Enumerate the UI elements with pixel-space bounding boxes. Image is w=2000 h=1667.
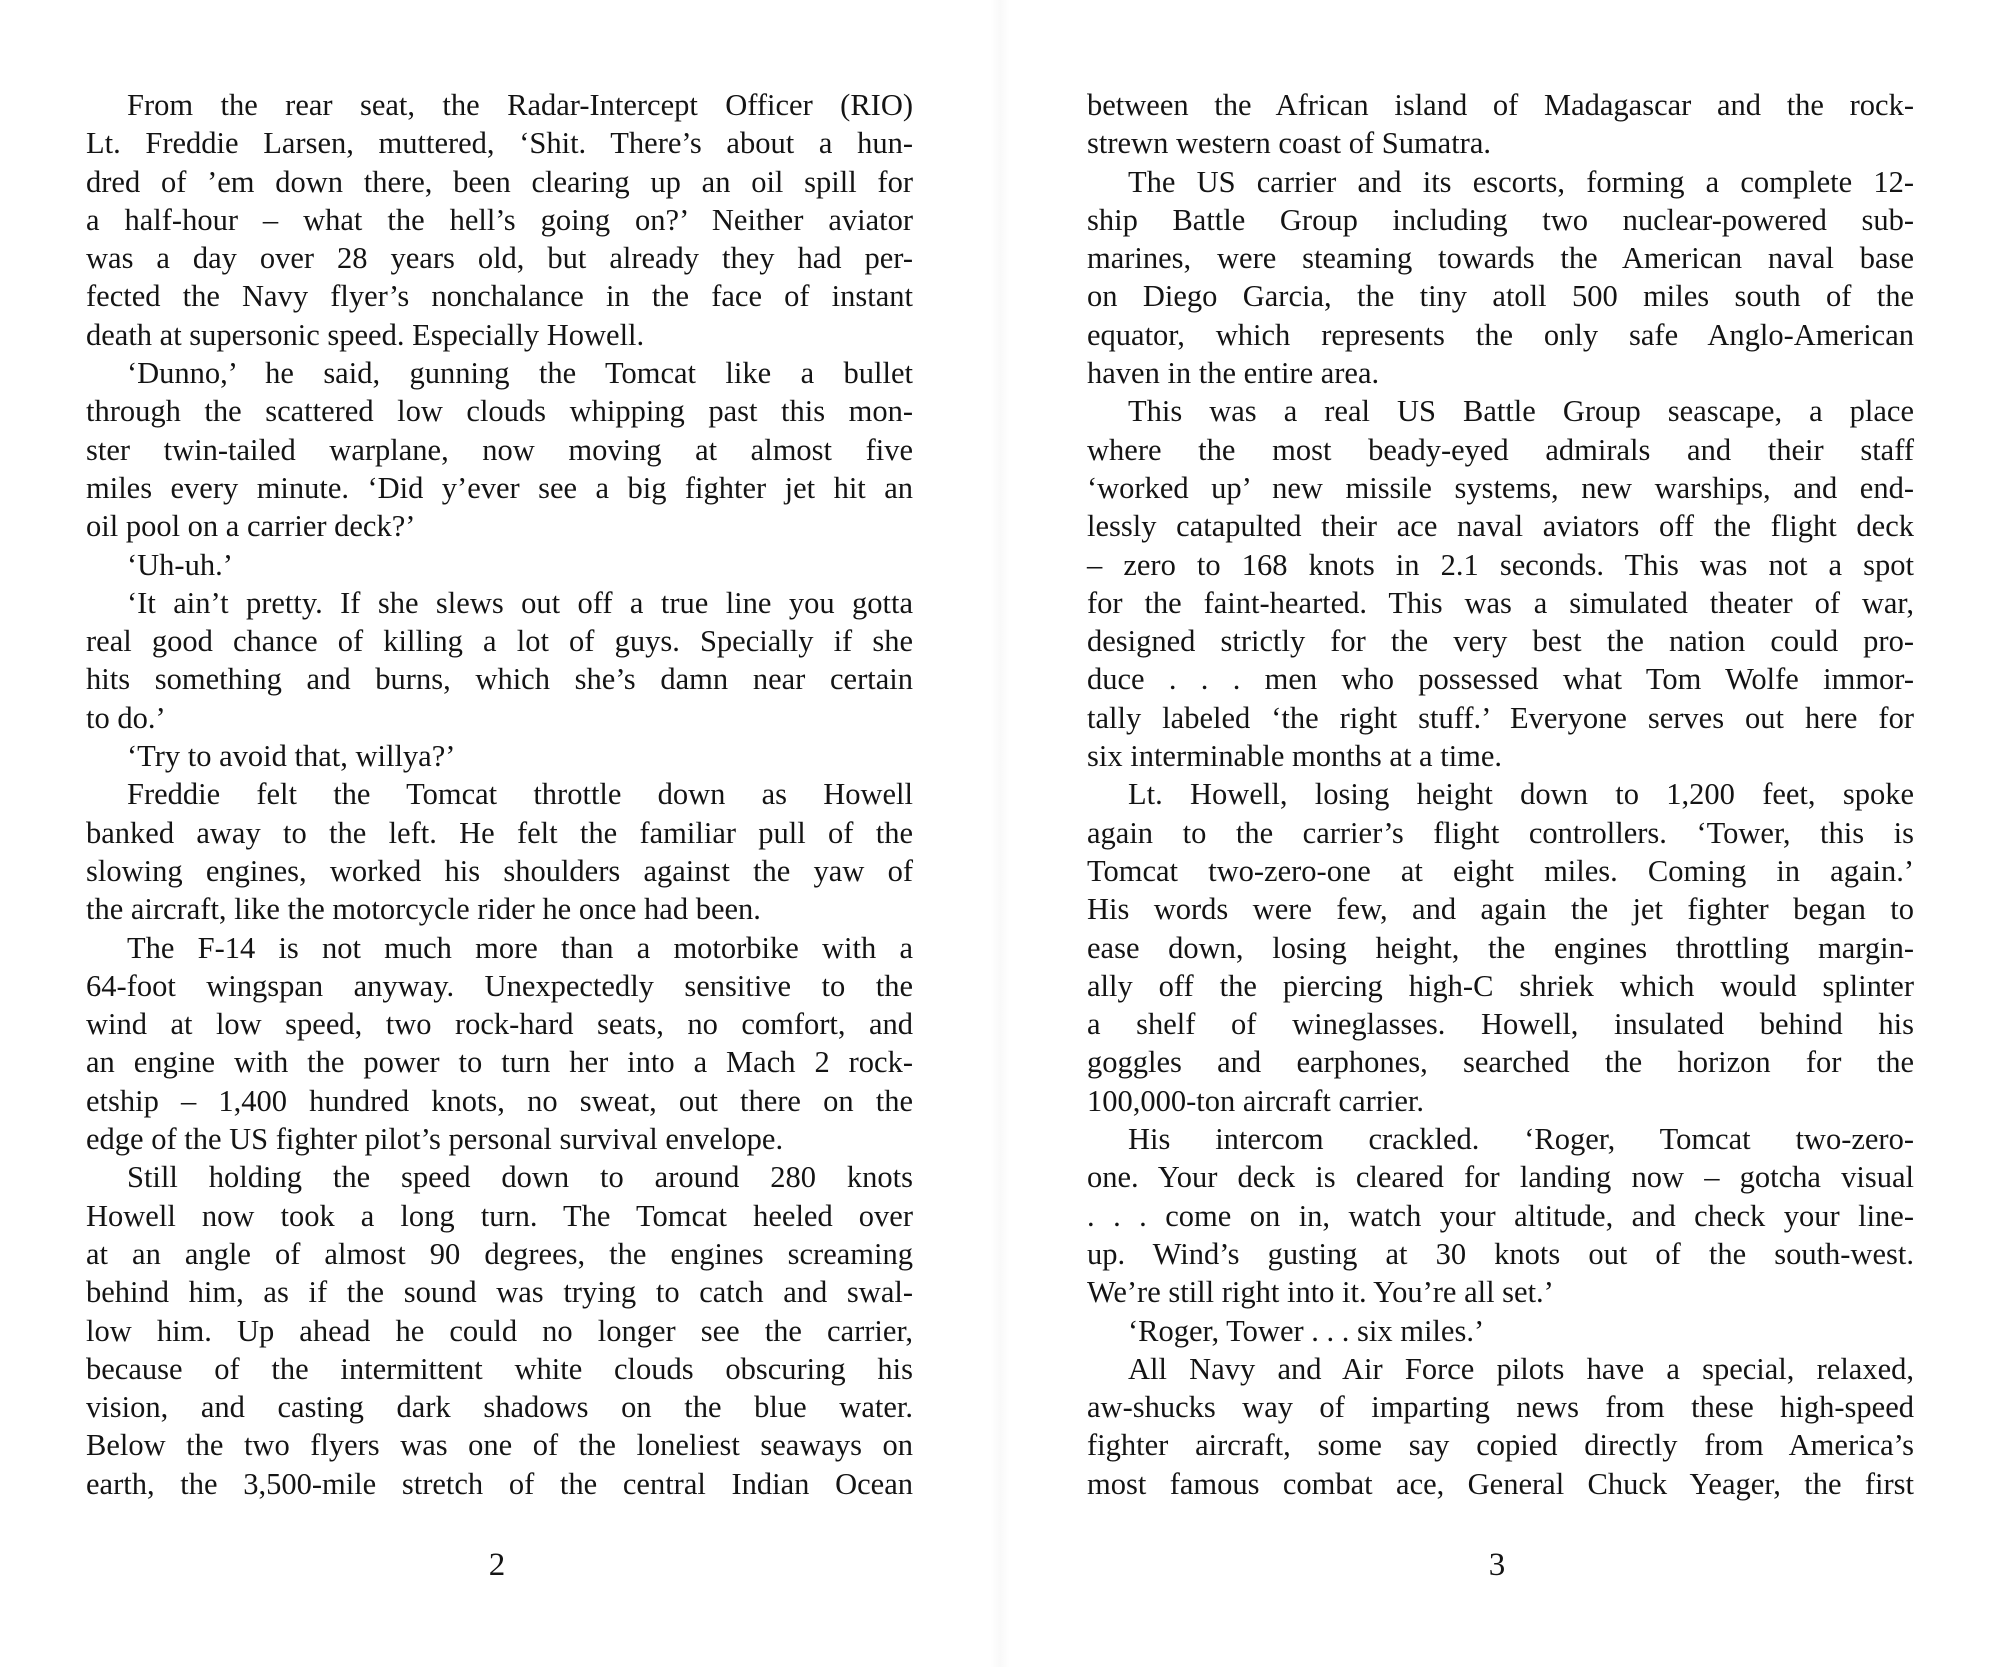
text-line: His words were few, and again the jet fighter began to <box>1087 892 1914 927</box>
left-page-body-text <box>86 86 913 1503</box>
text-line: All Navy and Air Force pilots have a special, relaxed, <box>1128 1351 1914 1386</box>
text-line: up. Wind’s gusting at 30 knots out of the south-west. <box>1087 1236 1914 1271</box>
text-line: edge of the US fighter pilot’s personal survival envelope. <box>86 1122 784 1157</box>
text-line: ally off the piercing high-C shriek which would splinter <box>1087 968 1914 1003</box>
text-line: a shelf of wineglasses. Howell, insulated behind his <box>1087 1007 1914 1042</box>
right-page-body-text <box>1087 86 1914 1503</box>
text-line: duce . . . men who possessed what Tom Wolfe immor- <box>1087 662 1914 697</box>
text-line: ease down, losing height, the engines throttling margin- <box>1087 930 1914 965</box>
text-line: – zero to 168 knots in 2.1 seconds. This was not a spot <box>1087 547 1914 582</box>
text-line: the aircraft, like the motorcycle rider he once had been. <box>86 892 761 927</box>
right-page <box>1000 0 2000 1667</box>
text-line: marines, were steaming towards the American naval base <box>1087 241 1914 276</box>
text-line: . . . come on in, watch your altitude, and check your line- <box>1087 1198 1914 1233</box>
text-line: 64-foot wingspan anyway. Unexpectedly sensitive to the <box>86 968 913 1003</box>
text-line: slowing engines, worked his shoulders against the yaw of <box>86 853 913 888</box>
text-line: on Diego Garcia, the tiny atoll 500 miles south of the <box>1087 279 1914 314</box>
text-line: Tomcat two-zero-one at eight miles. Coming in again.’ <box>1087 853 1914 888</box>
text-line: a half-hour – what the hell’s going on?’ Neither aviator <box>86 202 913 237</box>
text-line: 100,000-ton aircraft carrier. <box>1087 1083 1425 1118</box>
text-line: an engine with the power to turn her into a Mach 2 rock- <box>86 1045 913 1080</box>
text-line: ‘It ain’t pretty. If she slews out off a true line you gotta <box>127 585 913 620</box>
text-line: behind him, as if the sound was trying to catch and swal- <box>86 1275 913 1310</box>
text-line: From the rear seat, the Radar-Intercept Officer (RIO) <box>127 88 913 122</box>
text-line: because of the intermittent white clouds obscuring his <box>86 1351 913 1386</box>
text-line: through the scattered low clouds whipping past this mon- <box>86 394 913 429</box>
text-line: ‘worked up’ new missile systems, new warships, and end- <box>1087 470 1914 505</box>
text-line: one. Your deck is cleared for landing now – gotcha visual <box>1087 1160 1914 1195</box>
text-line: ‘Uh-uh.’ <box>127 547 233 582</box>
text-line: strewn western coast of Sumatra. <box>1087 126 1492 161</box>
text-line: banked away to the left. He felt the familiar pull of the <box>86 815 913 850</box>
text-line: designed strictly for the very best the nation could pro- <box>1087 624 1914 659</box>
text-line: ‘Dunno,’ he said, gunning the Tomcat like a bullet <box>127 356 913 391</box>
text-line: The F-14 is not much more than a motorbike with a <box>127 930 913 965</box>
text-line: miles every minute. ‘Did y’ever see a big fighter jet hit an <box>86 470 913 505</box>
text-line: Freddie felt the Tomcat throttle down as Howell <box>127 777 913 812</box>
text-line: dred of ’em down there, been clearing up an oil spill for <box>86 164 913 199</box>
text-line: Howell now took a long turn. The Tomcat heeled over <box>86 1198 913 1233</box>
text-line: tally labeled ‘the right stuff.’ Everyone serves out here for <box>1087 700 1914 735</box>
right-page-number: 3 <box>1488 1547 1506 1583</box>
text-line: ‘Try to avoid that, willya?’ <box>127 739 456 774</box>
text-line: again to the carrier’s flight controllers. ‘Tower, this is <box>1087 815 1914 850</box>
text-line: Still holding the speed down to around 280 knots <box>127 1160 913 1195</box>
text-line: was a day over 28 years old, but already they had per- <box>86 241 913 276</box>
text-line: equator, which represents the only safe Anglo-American <box>1087 317 1914 352</box>
text-line: ster twin-tailed warplane, now moving at almost five <box>86 432 913 467</box>
text-line: The US carrier and its escorts, forming a complete 12- <box>1128 164 1914 199</box>
text-line: ship Battle Group including two nuclear-powered sub- <box>1087 202 1914 237</box>
text-line: between the African island of Madagascar and the rock- <box>1087 88 1914 122</box>
text-line: Lt. Howell, losing height down to 1,200 feet, spoke <box>1128 777 1914 812</box>
text-line: lessly catapulted their ace naval aviators off the flight deck <box>1087 509 1914 544</box>
text-line: where the most beady-eyed admirals and their staff <box>1087 432 1914 467</box>
text-line: ‘Roger, Tower . . . six miles.’ <box>1128 1313 1485 1348</box>
text-line: to do.’ <box>86 700 166 735</box>
left-page-number: 2 <box>488 1547 506 1583</box>
text-line: six interminable months at a time. <box>1087 739 1503 774</box>
text-line: His intercom crackled. ‘Roger, Tomcat two-zero- <box>1128 1122 1914 1157</box>
text-line: wind at low speed, two rock-hard seats, no comfort, and <box>86 1007 913 1042</box>
text-line: Lt. Freddie Larsen, muttered, ‘Shit. There’s about a hun- <box>86 126 913 161</box>
text-line: aw-shucks way of imparting news from these high-speed <box>1087 1390 1914 1425</box>
text-line: fighter aircraft, some say copied directly from America’s <box>1087 1428 1914 1463</box>
text-line: etship – 1,400 hundred knots, no sweat, out there on the <box>86 1083 913 1118</box>
text-line: death at supersonic speed. Especially Howell. <box>86 317 645 352</box>
text-line: We’re still right into it. You’re all set.’ <box>1087 1275 1554 1310</box>
text-line: real good chance of killing a lot of guys. Specially if she <box>86 624 913 659</box>
text-line: hits something and burns, which she’s damn near certain <box>86 662 913 697</box>
text-line: vision, and casting dark shadows on the blue water. <box>86 1390 913 1425</box>
text-line: Below the two flyers was one of the loneliest seaways on <box>86 1428 913 1463</box>
text-line: This was a real US Battle Group seascape, a place <box>1128 394 1914 429</box>
text-line: for the faint-hearted. This was a simulated theater of war, <box>1087 585 1914 620</box>
text-line: goggles and earphones, searched the horizon for the <box>1087 1045 1914 1080</box>
text-line: at an angle of almost 90 degrees, the engines screaming <box>86 1236 913 1271</box>
text-line: most famous combat ace, General Chuck Yeager, the first <box>1087 1466 1914 1501</box>
text-line: fected the Navy flyer’s nonchalance in the face of instant <box>86 279 913 314</box>
text-line: haven in the entire area. <box>1087 356 1380 391</box>
text-line: oil pool on a carrier deck?’ <box>86 509 416 544</box>
text-line: earth, the 3,500-mile stretch of the central Indian Ocean <box>86 1466 913 1501</box>
text-line: low him. Up ahead he could no longer see the carrier, <box>86 1313 913 1348</box>
